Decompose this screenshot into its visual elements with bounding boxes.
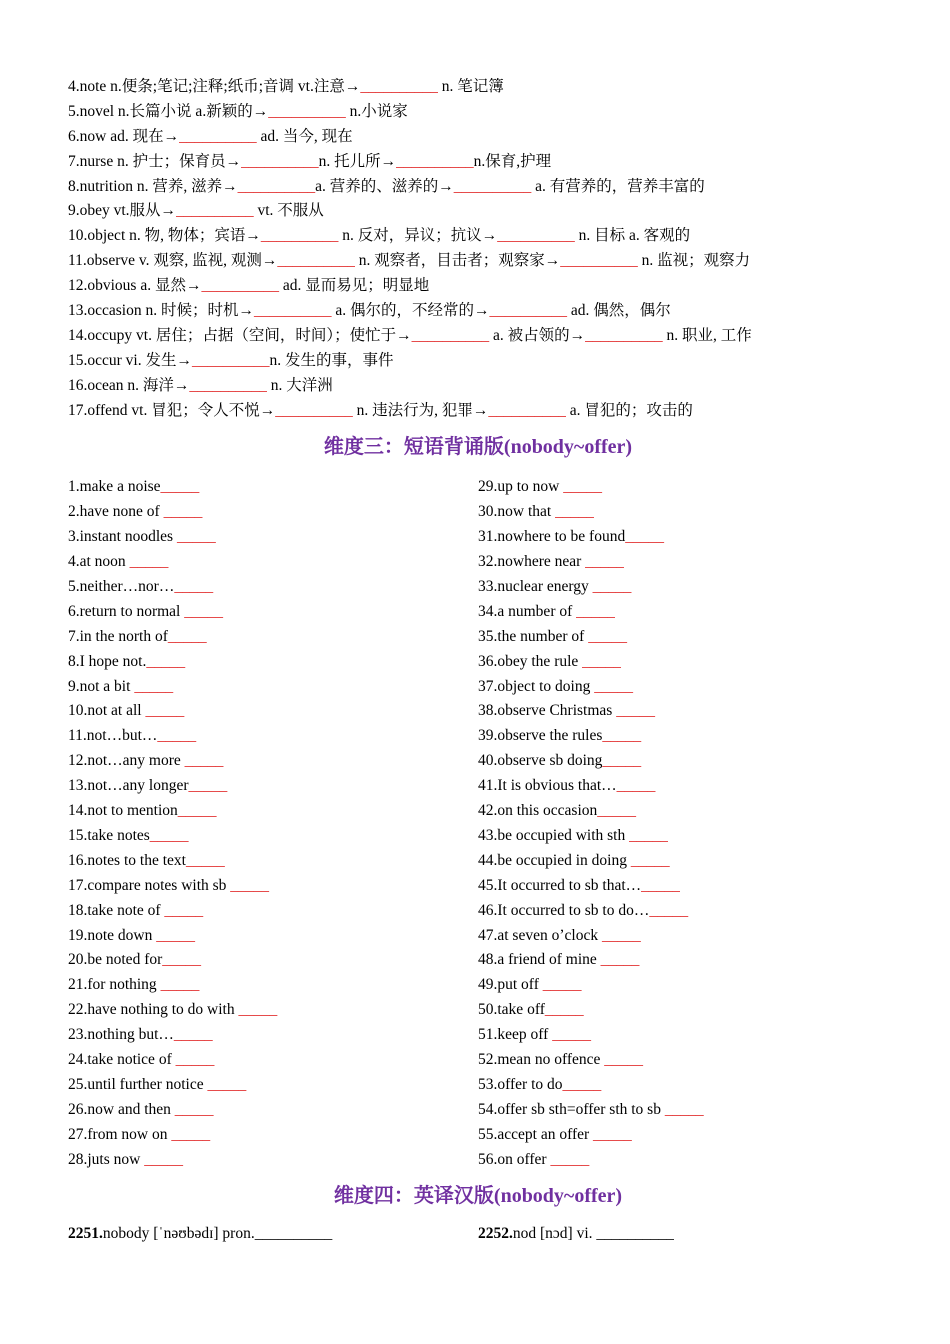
phrase-item xyxy=(68,724,478,749)
phrase-text: 3.instant noodles xyxy=(68,528,177,546)
phrase-item xyxy=(478,899,888,924)
phrase-text: 1.make a noise xyxy=(68,478,161,496)
answer-blank[interactable]: _____ xyxy=(144,1150,183,1168)
phrase-item xyxy=(68,899,478,924)
phrase-item xyxy=(478,824,888,849)
answer-blank[interactable]: _____ xyxy=(602,752,642,770)
phrase-item xyxy=(68,998,478,1023)
item-number: 2252. xyxy=(478,1225,513,1243)
vocab-text: n. 监视；观察力 xyxy=(637,252,751,270)
answer-blank[interactable]: __________ xyxy=(488,401,566,419)
vocab-line xyxy=(68,224,888,249)
phrase-item xyxy=(478,1048,888,1073)
phrase-text: 55.accept an offer xyxy=(478,1125,594,1143)
phrase-text: 29.up to now xyxy=(478,478,564,496)
phrase-text: 19.note down xyxy=(68,926,157,944)
vocab-line xyxy=(68,374,888,399)
phrase-text: 11.not…but… xyxy=(68,727,158,745)
vocab-text: n. 反对，异议；抗议→ xyxy=(338,227,498,245)
answer-blank[interactable]: _____ xyxy=(207,1075,247,1093)
phrase-item xyxy=(68,600,478,625)
phrase-item xyxy=(478,699,888,724)
phrase-text: 36.obey the rule xyxy=(478,652,583,670)
phrase-text: 46.It occurred to sb to do… xyxy=(478,901,650,919)
vocab-text: a. 被占领的→ xyxy=(489,326,586,344)
answer-blank[interactable]: _____ xyxy=(616,702,655,720)
answer-blank[interactable]: _____ xyxy=(597,802,636,820)
answer-blank[interactable]: _____ xyxy=(576,602,615,620)
phrase-item xyxy=(478,500,888,525)
answer-blank[interactable]: _____ xyxy=(175,1050,215,1068)
phrase-text: 39.observe the rules xyxy=(478,727,603,745)
phrase-item xyxy=(68,1148,478,1173)
phrase-text: 56.on offer xyxy=(478,1150,551,1168)
answer-blank[interactable]: __________ xyxy=(489,302,567,320)
answer-blank[interactable]: _____ xyxy=(185,851,225,869)
vocab-text: n.小说家 xyxy=(345,102,408,120)
phrase-item xyxy=(478,550,888,575)
phrase-text: 53.offer to do xyxy=(478,1075,563,1093)
item-text: nobody [ˈnəʊbədɪ] pron.__________ xyxy=(102,1225,333,1243)
answer-blank[interactable]: _____ xyxy=(177,802,217,820)
phrase-item xyxy=(478,874,888,899)
answer-blank[interactable]: _____ xyxy=(164,901,204,919)
vocab-text: n. 托儿所→ xyxy=(318,152,397,170)
answer-blank[interactable]: _____ xyxy=(602,727,642,745)
phrase-item xyxy=(478,1123,888,1148)
answer-blank[interactable]: __________ xyxy=(560,252,638,270)
phrase-item xyxy=(68,749,478,774)
answer-blank[interactable]: _____ xyxy=(616,777,656,795)
phrase-item xyxy=(478,475,888,500)
phrase-item xyxy=(68,1073,478,1098)
vocab-line xyxy=(68,175,888,200)
answer-blank[interactable]: _____ xyxy=(134,677,174,695)
answer-blank[interactable]: _____ xyxy=(145,702,185,720)
answer-blank[interactable]: __________ xyxy=(268,102,346,120)
phrase-text: 9.not a bit xyxy=(68,677,135,695)
answer-blank[interactable]: _____ xyxy=(555,503,594,521)
answer-blank[interactable]: __________ xyxy=(201,277,279,295)
answer-blank[interactable]: _____ xyxy=(601,926,641,944)
phrase-item xyxy=(478,724,888,749)
phrase-item xyxy=(478,924,888,949)
phrase-text: 25.until further notice xyxy=(68,1075,208,1093)
answer-blank[interactable]: _____ xyxy=(188,777,228,795)
vocab-text: 12.obvious a. 显然→ xyxy=(68,277,202,295)
phrase-item xyxy=(68,650,478,675)
vocab-text: a. 冒犯的；攻击的 xyxy=(565,401,693,419)
answer-blank[interactable]: _____ xyxy=(160,478,200,496)
phrase-item xyxy=(478,1098,888,1123)
answer-blank[interactable]: _____ xyxy=(600,951,640,969)
vocab-text: a. 营养的、滋养的→ xyxy=(315,177,454,195)
answer-blank[interactable]: _____ xyxy=(163,503,203,521)
vocab-text: n. 大洋洲 xyxy=(266,376,333,394)
phrase-text: 35.the number of xyxy=(478,627,589,645)
phrase-item xyxy=(478,774,888,799)
answer-blank[interactable]: _____ xyxy=(542,976,582,994)
vocab-text: 15.occur vi. 发生→ xyxy=(68,351,192,369)
phrase-item xyxy=(478,799,888,824)
vocab-line xyxy=(68,199,888,224)
answer-blank[interactable]: _____ xyxy=(588,627,627,645)
answer-blank[interactable]: __________ xyxy=(497,227,575,245)
phrase-text: 23.nothing but… xyxy=(68,1026,174,1044)
phrase-text: 10.not at all xyxy=(68,702,146,720)
phrase-item xyxy=(478,849,888,874)
phrase-item xyxy=(68,973,478,998)
phrase-text: 15.take notes xyxy=(68,826,150,844)
vocab-line xyxy=(68,399,888,424)
phrase-text: 49.put off xyxy=(478,976,543,994)
answer-blank[interactable]: __________ xyxy=(396,152,474,170)
vocab-text: 14.occupy vt. 居住；占据（空间，时间）；使忙于→ xyxy=(68,326,412,344)
answer-blank[interactable]: _____ xyxy=(585,553,624,571)
vocab-text: 13.occasion n. 时候；时机→ xyxy=(68,302,254,320)
answer-blank[interactable]: _____ xyxy=(563,478,602,496)
answer-blank[interactable]: __________ xyxy=(179,127,257,145)
phrase-text: 21.for nothing xyxy=(68,976,161,994)
answer-blank[interactable]: _____ xyxy=(625,528,664,546)
vocab-line xyxy=(68,150,888,175)
vocab-text: vt. 不服从 xyxy=(253,202,324,220)
phrase-item xyxy=(68,948,478,973)
phrase-text: 47.at seven o’clock xyxy=(478,926,602,944)
phrase-item xyxy=(478,525,888,550)
vocab-line xyxy=(68,100,888,125)
answer-blank[interactable]: __________ xyxy=(237,177,316,195)
phrase-item xyxy=(68,575,478,600)
section4-title: 维度四：英译汉版(nobody~offer) xyxy=(333,1185,623,1208)
phrase-item xyxy=(68,500,478,525)
vocab-text: 5.novel n.长篇小说 a.新颖的→ xyxy=(68,102,269,120)
phrase-item xyxy=(68,1098,478,1123)
phrase-item xyxy=(68,625,478,650)
answer-blank[interactable]: __________ xyxy=(585,326,663,344)
phrase-item xyxy=(68,849,478,874)
answer-blank[interactable]: _____ xyxy=(550,1150,590,1168)
vocab-text: 6.now ad. 现在→ xyxy=(68,127,180,145)
phrase-text: 22.have nothing to do with xyxy=(68,1001,239,1019)
translation-row xyxy=(68,1222,888,1247)
phrase-text: 50.take off xyxy=(478,1001,545,1019)
answer-blank[interactable]: __________ xyxy=(277,252,355,270)
answer-blank[interactable]: _____ xyxy=(156,926,196,944)
item-text: nod [nɔd] vi. __________ xyxy=(512,1225,674,1243)
vocab-text: 8.nutrition n. 营养, 滋养→ xyxy=(68,177,238,195)
phrase-item xyxy=(68,1048,478,1073)
phrase-item xyxy=(478,675,888,700)
phrase-text: 48.a friend of mine xyxy=(478,951,601,969)
answer-blank[interactable]: __________ xyxy=(191,351,270,369)
answer-blank[interactable]: __________ xyxy=(189,376,267,394)
phrase-item xyxy=(478,998,888,1023)
phrase-text: 37.object to doing xyxy=(478,677,595,695)
phrase-item xyxy=(478,600,888,625)
phrase-item xyxy=(478,1023,888,1048)
answer-blank[interactable]: _____ xyxy=(184,602,223,620)
vocab-text: 11.observe v. 观察, 监视, 观测→ xyxy=(68,252,278,270)
answer-blank[interactable]: _____ xyxy=(129,553,169,571)
phrase-text: 5.neither…nor… xyxy=(68,578,175,596)
vocab-list xyxy=(68,75,888,423)
answer-blank[interactable]: _____ xyxy=(552,1026,591,1044)
answer-blank[interactable]: _____ xyxy=(167,627,207,645)
answer-blank[interactable]: _____ xyxy=(162,951,202,969)
answer-blank[interactable]: _____ xyxy=(176,528,216,546)
phrase-item xyxy=(68,774,478,799)
vocab-text: a. 偶尔的，不经常的→ xyxy=(331,302,490,320)
vocab-line xyxy=(68,249,888,274)
answer-blank[interactable]: __________ xyxy=(241,152,319,170)
phrase-item xyxy=(478,575,888,600)
answer-blank[interactable]: _____ xyxy=(171,1125,211,1143)
phrase-text: 45.It occurred to sb that… xyxy=(478,876,642,894)
phrase-item xyxy=(68,475,478,500)
vocab-line xyxy=(68,75,888,100)
phrase-text: 51.keep off xyxy=(478,1026,553,1044)
phrase-text: 42.on this occasion xyxy=(478,802,598,820)
answer-blank[interactable]: _____ xyxy=(592,578,632,596)
vocab-text: n. 观察者，目击者；观察家→ xyxy=(354,252,561,270)
phrase-item xyxy=(68,699,478,724)
answer-blank[interactable]: __________ xyxy=(253,302,332,320)
phrase-columns xyxy=(68,475,888,1172)
answer-blank[interactable]: _____ xyxy=(146,652,186,670)
vocab-text: n. 发生的事，事件 xyxy=(269,351,394,369)
vocab-text: n. 职业, 工作 xyxy=(662,326,752,344)
phrase-text: 34.a number of xyxy=(478,602,577,620)
answer-blank[interactable]: _____ xyxy=(160,976,200,994)
phrase-text: 18.take note of xyxy=(68,901,165,919)
phrase-text: 6.return to normal xyxy=(68,602,185,620)
phrase-item xyxy=(478,948,888,973)
phrase-item xyxy=(478,973,888,998)
vocab-line xyxy=(68,274,888,299)
vocab-text: 9.obey vt.服从→ xyxy=(68,202,177,220)
vocab-text: 16.ocean n. 海洋→ xyxy=(68,376,190,394)
phrase-text: 28.juts now xyxy=(68,1150,145,1168)
answer-blank[interactable]: _____ xyxy=(230,876,270,894)
phrase-text: 38.observe Christmas xyxy=(478,702,617,720)
phrase-column-right xyxy=(478,475,888,1172)
item-number: 2251. xyxy=(68,1225,103,1243)
translation-item xyxy=(478,1222,888,1247)
vocab-text: 7.nurse n. 护士；保育员→ xyxy=(68,152,242,170)
worksheet-page xyxy=(68,75,888,1247)
answer-blank[interactable]: _____ xyxy=(664,1100,704,1118)
answer-blank[interactable]: __________ xyxy=(411,326,490,344)
phrase-text: 43.be occupied with sth xyxy=(478,826,630,844)
answer-blank[interactable]: __________ xyxy=(260,227,339,245)
answer-blank[interactable]: _____ xyxy=(238,1001,278,1019)
answer-blank[interactable]: __________ xyxy=(275,401,353,419)
phrase-item xyxy=(478,749,888,774)
phrase-item xyxy=(478,650,888,675)
answer-blank[interactable]: _____ xyxy=(174,578,214,596)
phrase-text: 41.It is obvious that… xyxy=(478,777,617,795)
phrase-text: 7.in the north of xyxy=(68,627,168,645)
vocab-text: 4.note n.便条;笔记;注释;纸币;音调 vt.注意→ xyxy=(68,78,361,95)
answer-blank[interactable]: __________ xyxy=(176,202,254,220)
vocab-text: 10.object n. 物, 物体；宾语→ xyxy=(68,227,261,245)
phrase-item xyxy=(68,1023,478,1048)
phrase-text: 52.mean no offence xyxy=(478,1050,605,1068)
answer-blank[interactable]: _____ xyxy=(173,1026,213,1044)
translation-item xyxy=(68,1222,478,1247)
phrase-text: 2.have none of xyxy=(68,503,164,521)
phrase-text: 31.nowhere to be found xyxy=(478,528,626,546)
phrase-text: 30.now that xyxy=(478,503,556,521)
phrase-item xyxy=(478,625,888,650)
vocab-line xyxy=(68,125,888,150)
phrase-text: 26.now and then xyxy=(68,1100,175,1118)
answer-blank[interactable]: _____ xyxy=(582,652,621,670)
answer-blank[interactable]: _____ xyxy=(184,752,224,770)
answer-blank[interactable]: _____ xyxy=(593,1125,632,1143)
phrase-text: 27.from now on xyxy=(68,1125,172,1143)
answer-blank[interactable]: _____ xyxy=(174,1100,214,1118)
vocab-text: n.保育,护理 xyxy=(473,152,552,170)
phrase-text: 4.at noon xyxy=(68,553,130,571)
phrase-item xyxy=(68,675,478,700)
phrase-item xyxy=(68,874,478,899)
vocab-text: n. 笔记簿 xyxy=(437,78,504,95)
answer-blank[interactable]: _____ xyxy=(149,826,189,844)
phrase-text: 33.nuclear energy xyxy=(478,578,593,596)
answer-blank[interactable]: _____ xyxy=(157,727,197,745)
phrase-text: 13.not…any longer xyxy=(68,777,189,795)
vocab-text: n. 目标 a. 客观的 xyxy=(574,227,691,245)
phrase-text: 17.compare notes with sb xyxy=(68,876,231,894)
answer-blank[interactable]: _____ xyxy=(649,901,689,919)
phrase-text: 24.take notice of xyxy=(68,1050,176,1068)
phrase-text: 20.be noted for xyxy=(68,951,163,969)
phrase-text: 16.notes to the text xyxy=(68,851,186,869)
vocab-text: ad. 当今, 现在 xyxy=(256,127,353,145)
phrase-item xyxy=(68,1123,478,1148)
answer-blank[interactable]: _____ xyxy=(604,1050,643,1068)
answer-blank[interactable]: __________ xyxy=(453,177,532,195)
phrase-item xyxy=(68,924,478,949)
answer-blank[interactable]: __________ xyxy=(360,78,438,95)
phrase-text: 32.nowhere near xyxy=(478,553,586,571)
vocab-line xyxy=(68,324,888,349)
vocab-text: ad. 偶然，偶尔 xyxy=(567,302,671,320)
answer-blank[interactable]: _____ xyxy=(629,826,668,844)
answer-blank[interactable]: _____ xyxy=(544,1001,584,1019)
phrase-text: 40.observe sb doing xyxy=(478,752,603,770)
phrase-item xyxy=(68,525,478,550)
answer-blank[interactable]: _____ xyxy=(562,1075,602,1093)
phrase-text: 44.be occupied in doing xyxy=(478,851,631,869)
phrase-item xyxy=(68,550,478,575)
phrase-item xyxy=(478,1073,888,1098)
vocab-text: 17.offend vt. 冒犯；令人不悦→ xyxy=(68,401,276,419)
phrase-text: 14.not to mention xyxy=(68,802,178,820)
phrase-item xyxy=(478,1148,888,1173)
vocab-text: ad. 显而易见；明显地 xyxy=(278,277,430,295)
vocab-text: n. 违法行为, 犯罪→ xyxy=(352,401,489,419)
answer-blank[interactable]: _____ xyxy=(594,677,633,695)
phrase-column-left xyxy=(68,475,478,1172)
phrase-text: 8.I hope not. xyxy=(68,652,147,670)
vocab-line xyxy=(68,349,888,374)
phrase-text: 54.offer sb sth=offer sth to sb xyxy=(478,1100,665,1118)
phrase-item xyxy=(68,824,478,849)
phrase-text: 12.not…any more xyxy=(68,752,185,770)
answer-blank[interactable]: _____ xyxy=(630,851,670,869)
vocab-text: a. 有营养的，营养丰富的 xyxy=(531,177,705,195)
phrase-item xyxy=(68,799,478,824)
answer-blank[interactable]: _____ xyxy=(641,876,680,894)
section3-title: 维度三：短语背诵版(nobody~offer) xyxy=(323,436,633,459)
vocab-line xyxy=(68,299,888,324)
